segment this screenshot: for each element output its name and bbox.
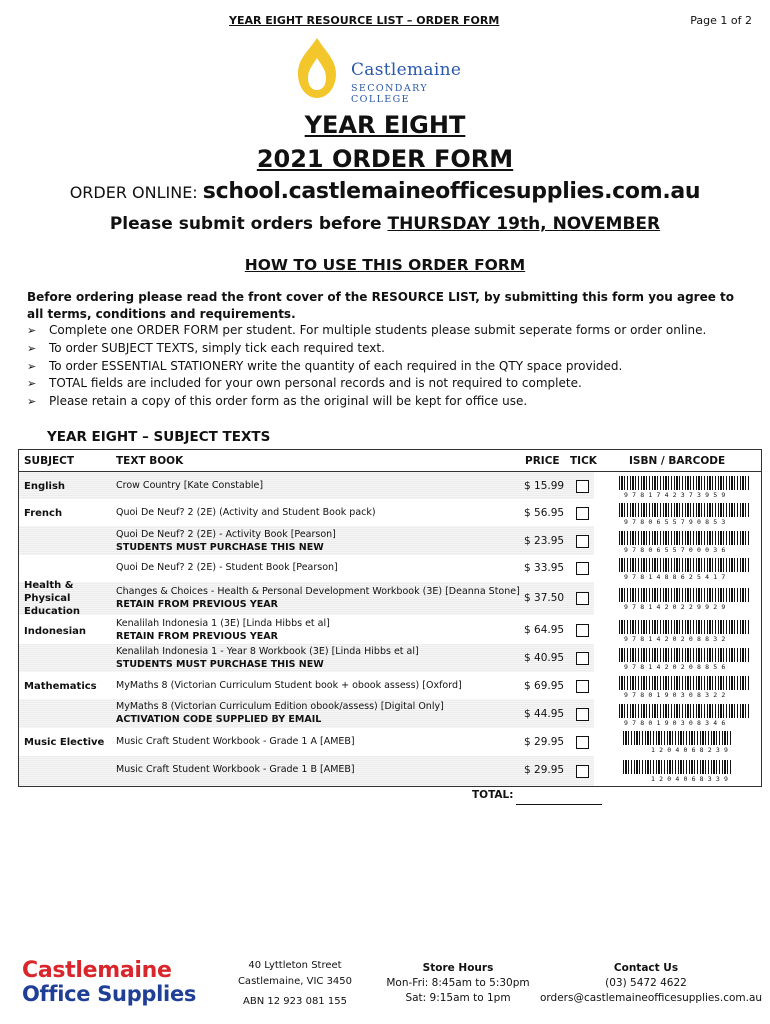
row-book: Quoi De Neuf? 2 (2E) - Activity Book [Pearson] STUDENTS MUST PURCHASE THIS NEW <box>116 529 336 553</box>
table-row <box>19 615 761 644</box>
list-item: ➢ To order ESSENTIAL STATIONERY write the quantity of each required in the QTY space provided. <box>27 358 757 376</box>
tick-checkbox[interactable] <box>576 507 589 520</box>
list-item: ➢ Please retain a copy of this order form as the original will be kept for office use. <box>27 393 757 411</box>
col-tick: TICK <box>570 455 597 467</box>
list-item: ➢ To order SUBJECT TEXTS, simply tick each required text. <box>27 340 757 358</box>
row-price: $ 29.95 <box>524 736 565 748</box>
barcode <box>619 620 751 634</box>
list-item: ➢ TOTAL fields are included for your own personal records and is not required to complete. <box>27 375 757 393</box>
document-title: YEAR EIGHT RESOURCE LIST – ORDER FORM <box>229 14 500 27</box>
tick-checkbox[interactable] <box>576 535 589 548</box>
order-online-url[interactable]: school.castlemaineofficesupplies.com.au <box>202 179 701 204</box>
barcode <box>623 731 733 745</box>
section-title: YEAR EIGHT – SUBJECT TEXTS <box>47 429 271 445</box>
table-row <box>19 644 761 672</box>
table-row <box>19 728 761 756</box>
tick-checkbox[interactable] <box>576 652 589 665</box>
page-title <box>0 108 770 176</box>
page-number: Page 1 of 2 <box>690 14 752 27</box>
subject-texts-table <box>18 449 762 787</box>
arrow-bullet-icon: ➢ <box>27 341 37 355</box>
page-header <box>0 14 770 32</box>
college-logo <box>288 36 488 105</box>
table-header <box>19 450 761 472</box>
row-price: $ 15.99 <box>524 480 565 492</box>
row-isbn: 9780190308322 <box>624 691 730 699</box>
brand-name-line2: Office Supplies <box>22 982 197 1006</box>
school-subtitle: SECONDARY COLLEGE <box>351 83 429 105</box>
store-hours: Store Hours Mon-Fri: 8:45am to 5:30pm Sat: 9:15am to 1pm <box>386 962 530 1004</box>
barcode <box>619 476 751 490</box>
order-online <box>0 178 770 207</box>
row-price: $ 69.95 <box>524 680 565 692</box>
table-row <box>19 526 761 555</box>
barcode <box>619 648 751 662</box>
order-online-label: ORDER ONLINE: <box>69 183 198 202</box>
table-row <box>19 756 761 786</box>
barcode <box>623 760 733 774</box>
row-book: Quoi De Neuf? 2 (2E) - Student Book [Pearson] <box>116 562 338 573</box>
row-price: $ 56.95 <box>524 507 565 519</box>
contact-phone[interactable]: (03) 5472 4622 <box>605 977 687 989</box>
store-address: 40 Lyttleton Street Castlemaine, VIC 3450 ABN 12 923 081 155 <box>233 958 357 1010</box>
row-book: Quoi De Neuf? 2 (2E) (Activity and Student Book pack) <box>116 507 376 518</box>
row-book: MyMaths 8 (Victorian Curriculum Student book + obook assess) [Oxford] <box>116 680 462 691</box>
row-subject: French <box>24 508 63 519</box>
row-isbn: 1204068239 <box>651 746 733 754</box>
col-subject: SUBJECT <box>24 455 75 467</box>
row-isbn: 9781742373959 <box>624 491 730 499</box>
contact-info: Contact Us (03) 5472 4622 orders@castlemaineofficesupplies.com.au <box>540 962 763 1004</box>
barcode <box>619 558 751 572</box>
col-isbn: ISBN / BARCODE <box>629 455 726 467</box>
row-book: Crow Country [Kate Constable] <box>116 480 264 491</box>
tick-checkbox[interactable] <box>576 480 589 493</box>
barcode <box>619 503 751 517</box>
row-subject: English <box>24 481 66 492</box>
row-price: $ 64.95 <box>524 624 565 636</box>
row-book: Music Craft Student Workbook - Grade 1 A [AMEB] <box>116 736 355 747</box>
abn: ABN 12 923 081 155 <box>243 996 347 1007</box>
table-row <box>19 699 761 728</box>
list-item: ➢ Complete one ORDER FORM per student. For multiple students please submit seperate forms or order online. <box>27 322 757 340</box>
row-price: $ 44.95 <box>524 708 565 720</box>
row-price: $ 40.95 <box>524 652 565 664</box>
tick-checkbox[interactable] <box>576 708 589 721</box>
howto-title: HOW TO USE THIS ORDER FORM <box>244 256 526 274</box>
row-price: $ 23.95 <box>524 535 565 547</box>
title-line-2: 2021 ORDER FORM <box>256 145 514 173</box>
row-book: Changes & Choices - Health & Personal Development Workbook (3E) [Deanna Stone] RETAIN FROM PREVIOUS YEAR <box>116 586 520 610</box>
table-row <box>19 472 761 499</box>
row-subject: Health & Physical Education <box>24 580 80 617</box>
title-line-1: YEAR EIGHT <box>304 111 466 139</box>
row-subject: Music Elective <box>24 737 105 748</box>
barcode <box>619 704 751 718</box>
arrow-bullet-icon: ➢ <box>27 395 37 409</box>
contact-email[interactable]: orders@castlemaineofficesupplies.com.au <box>540 992 763 1004</box>
tick-checkbox[interactable] <box>576 592 589 605</box>
row-subject: Mathematics <box>24 681 97 692</box>
tick-checkbox[interactable] <box>576 562 589 575</box>
row-isbn: 9781420208832 <box>624 635 730 643</box>
row-isbn: 9780655700036 <box>624 546 730 554</box>
row-isbn: 9780655790853 <box>624 518 730 526</box>
table-row <box>19 582 761 615</box>
tick-checkbox[interactable] <box>576 680 589 693</box>
col-text-book: TEXT BOOK <box>116 455 184 467</box>
howto-list <box>27 322 757 411</box>
row-price: $ 37.50 <box>524 592 565 604</box>
arrow-bullet-icon: ➢ <box>27 359 37 373</box>
total-label: TOTAL: <box>472 789 514 801</box>
flame-icon <box>288 36 346 100</box>
row-book: MyMaths 8 (Victorian Curriculum Edition obook/assess) [Digital Only] ACTIVATION CODE SUPPLIED BY EMAIL <box>116 701 444 725</box>
row-isbn: 9781488625417 <box>624 573 730 581</box>
row-isbn: 9780190308346 <box>624 719 730 727</box>
col-price: PRICE <box>525 455 560 467</box>
row-isbn: 9781420229929 <box>624 603 730 611</box>
table-row <box>19 672 761 699</box>
howto-intro: Before ordering please read the front cover of the RESOURCE LIST, by submitting this form you agree to all terms, conditions and requirements. <box>27 290 735 321</box>
barcode <box>619 676 751 690</box>
row-subject: Indonesian <box>24 626 87 637</box>
submit-date: THURSDAY 19th, NOVEMBER <box>387 214 661 234</box>
row-book: Kenalilah Indonesia 1 (3E) [Linda Hibbs et al] RETAIN FROM PREVIOUS YEAR <box>116 618 330 642</box>
barcode <box>619 588 751 602</box>
total-field[interactable] <box>516 804 602 805</box>
submit-text: Please submit orders before <box>109 214 388 234</box>
table-row <box>19 555 761 582</box>
school-name: Castlemaine <box>351 60 462 80</box>
row-book: Music Craft Student Workbook - Grade 1 B [AMEB] <box>116 764 355 775</box>
submit-deadline <box>0 214 770 234</box>
row-price: $ 29.95 <box>524 764 565 776</box>
brand-name-line1: Castlemaine <box>22 958 172 983</box>
row-book: Kenalilah Indonesia 1 - Year 8 Workbook (3E) [Linda Hibbs et al] STUDENTS MUST PURCHASE THIS NEW <box>116 646 419 670</box>
row-isbn: 9781420208856 <box>624 663 730 671</box>
tick-checkbox[interactable] <box>576 736 589 749</box>
tick-checkbox[interactable] <box>576 765 589 778</box>
row-isbn: 1204068339 <box>651 775 733 783</box>
barcode <box>619 531 751 545</box>
table-row <box>19 499 761 526</box>
tick-checkbox[interactable] <box>576 624 589 637</box>
footer <box>0 955 770 1015</box>
row-price: $ 33.95 <box>524 562 565 574</box>
arrow-bullet-icon: ➢ <box>27 324 37 337</box>
arrow-bullet-icon: ➢ <box>27 377 37 391</box>
